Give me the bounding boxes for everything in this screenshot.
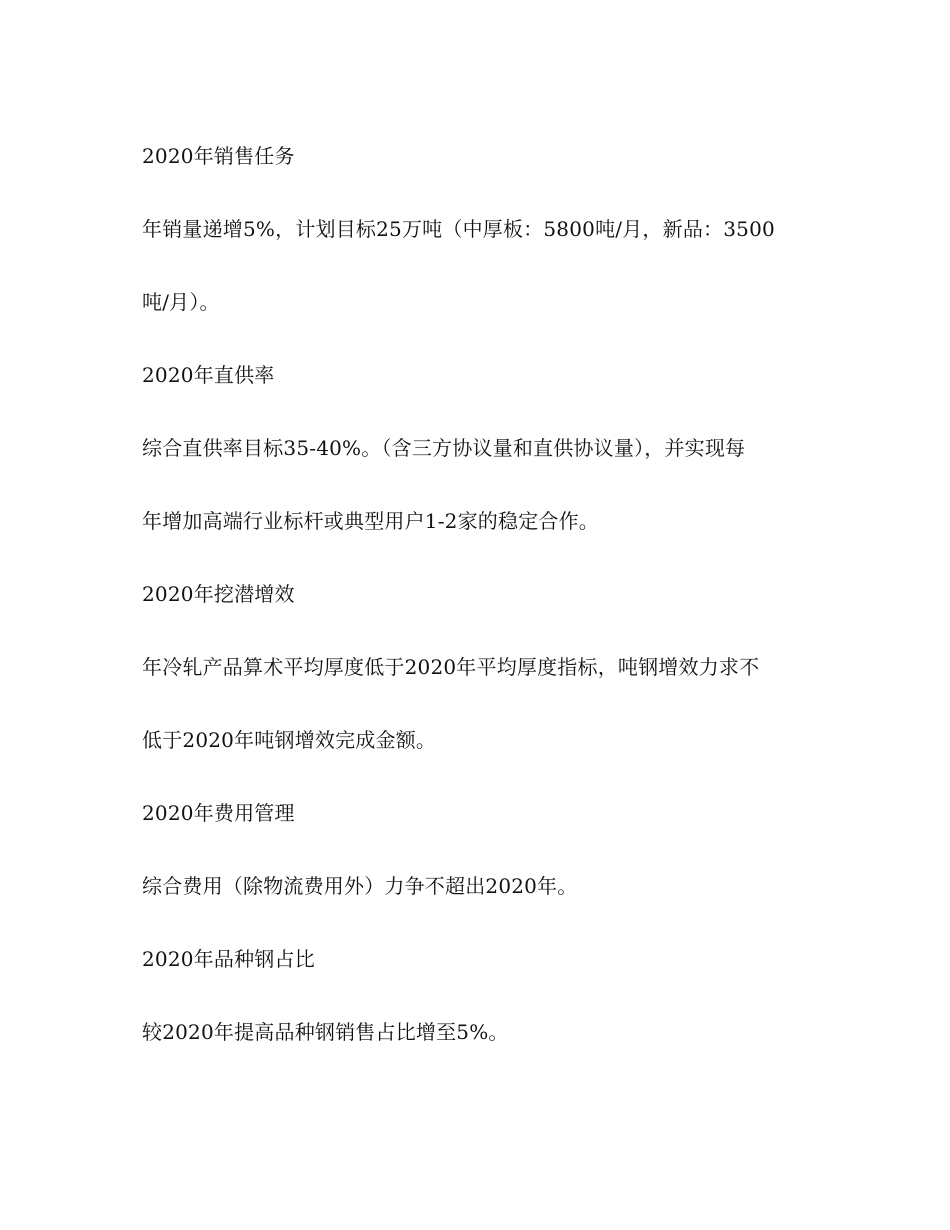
- expense-text: 综合费用（除物流费用外）力争不超出2020年。: [142, 874, 578, 898]
- section-heading-sales-task: 2020年销售任务: [142, 144, 295, 168]
- special-steel-text: 较2020年提高品种钢销售占比增至5%。: [142, 1020, 509, 1044]
- efficiency-text-line-1: 年冷轧产品算术平均厚度低于2020年平均厚度指标，吨钢增效力求不: [142, 655, 760, 679]
- sales-task-text-line-1: 年销量递增5%，计划目标25万吨（中厚板：5800吨/月，新品：3500: [142, 217, 775, 241]
- efficiency-text-line-2: 低于2020年吨钢增效完成金额。: [142, 728, 437, 752]
- section-heading-direct-supply: 2020年直供率: [142, 363, 275, 387]
- document-body: [142, 138, 810, 1051]
- sales-task-text-line-2: 吨/月）。: [142, 290, 220, 314]
- section-heading-expense: 2020年费用管理: [142, 801, 295, 825]
- section-heading-efficiency: 2020年挖潜增效: [142, 582, 295, 606]
- section-heading-special-steel: 2020年品种钢占比: [142, 947, 315, 971]
- direct-supply-text-line-1: 综合直供率目标35-40%。（含三方协议量和直供协议量），并实现每: [142, 436, 746, 460]
- direct-supply-text-line-2: 年增加高端行业标杆或典型用户1-2家的稳定合作。: [142, 509, 600, 533]
